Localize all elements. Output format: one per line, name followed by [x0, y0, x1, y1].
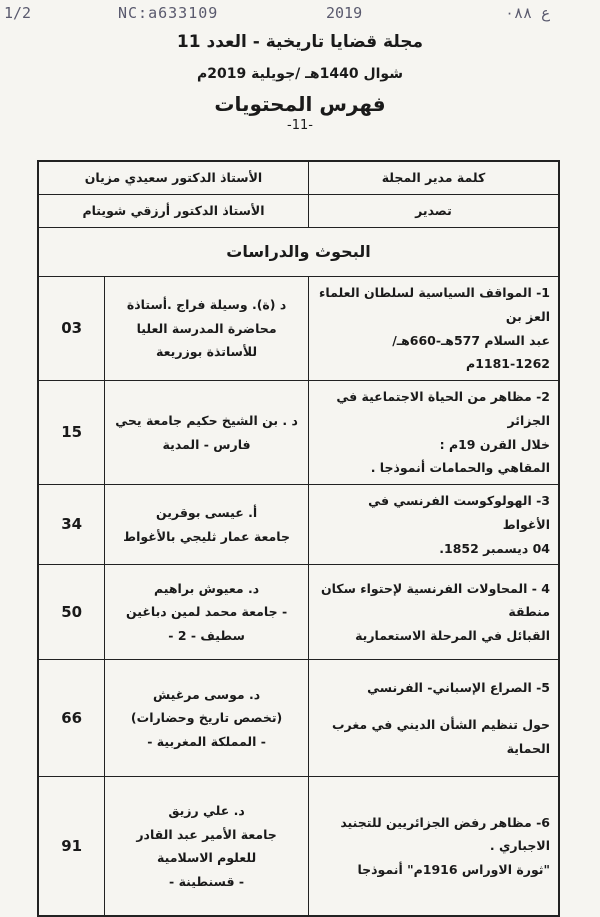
toc-issue-number: -11- [287, 118, 313, 133]
toc-table [37, 160, 560, 917]
article-row [38, 277, 559, 381]
handwritten-fraction: 1/2 [4, 4, 32, 22]
intro-label: تصدير [308, 195, 559, 228]
article-author: د. موسى مرغيش (تخصص تاريخ وحضارات) - المملكة المغربية - [105, 660, 309, 777]
article-author: د. معيوش براهيم - جامعة محمد لمين دباغين سطيف - 2 - [105, 565, 309, 660]
handwritten-year: 2019 [326, 4, 363, 22]
document-header [0, 32, 600, 133]
article-row [38, 660, 559, 777]
intro-row [38, 161, 559, 195]
article-author: أ. عيسى بوقرين جامعة عمار ثليجي بالأغواط [105, 485, 309, 565]
article-title: 5- الصراع الإسباني- الفرنسي حول تنظيم الشأن الديني في مغرب الحماية [308, 660, 559, 777]
journal-title: مجلة قضايا تاريخية - العدد 11 [176, 32, 424, 52]
section-header-row [38, 228, 559, 277]
issue-date: شوال 1440هـ /جويلية 2019م [197, 66, 403, 82]
article-title: 4 - المحاولات الفرنسية لإحتواء سكان منطقة القبائل في المرحلة الاستعمارية [308, 565, 559, 660]
article-row [38, 777, 559, 917]
article-page: 34 [38, 485, 105, 565]
article-title: 3- الهولوكوست الفرنسي في الأغواط 04 ديسمبر 1852. [308, 485, 559, 565]
intro-person: الأستاذ الدكتور أرزقي شويتام [38, 195, 308, 228]
handwritten-code: NC:a633109 [118, 4, 219, 22]
handwritten-ref: ع ٠٨٨ [505, 4, 551, 22]
article-page: 15 [38, 381, 105, 485]
intro-person: الأستاذ الدكتور سعيدي مزيان [38, 161, 308, 195]
article-row [38, 381, 559, 485]
article-row [38, 565, 559, 660]
intro-row [38, 195, 559, 228]
article-page: 66 [38, 660, 105, 777]
toc-title: فهرس المحتويات [214, 92, 386, 116]
article-row [38, 485, 559, 565]
article-author: د. علي رزيق جامعة الأمير عبد القادر للعلوم الاسلامية - قسنطينة - [105, 777, 309, 917]
article-author: د (ة). وسيلة فراج .أستاذة محاضرة المدرسة العليا للأساتذة بوزريعة [105, 277, 309, 381]
intro-label: كلمة مدير المجلة [308, 161, 559, 195]
article-page: 50 [38, 565, 105, 660]
article-page: 91 [38, 777, 105, 917]
article-title: 2- مظاهر من الحياة الاجتماعية في الجزائر خلال القرن 19م : المقاهي والحمامات أنموذجا . [308, 381, 559, 485]
article-title: 1- المواقف السياسية لسلطان العلماء العز بن عبد السلام 577هـ-660هـ/ 1181-1262م [308, 277, 559, 381]
article-title: 6- مظاهر رفض الجزائريين للتجنيد الاجباري . "ثورة الاوراس 1916م" أنموذجا [308, 777, 559, 917]
article-page: 03 [38, 277, 105, 381]
article-author: د . بن الشيخ حكيم جامعة يحي فارس - المدية [105, 381, 309, 485]
section-title: البحوث والدراسات [38, 228, 559, 277]
